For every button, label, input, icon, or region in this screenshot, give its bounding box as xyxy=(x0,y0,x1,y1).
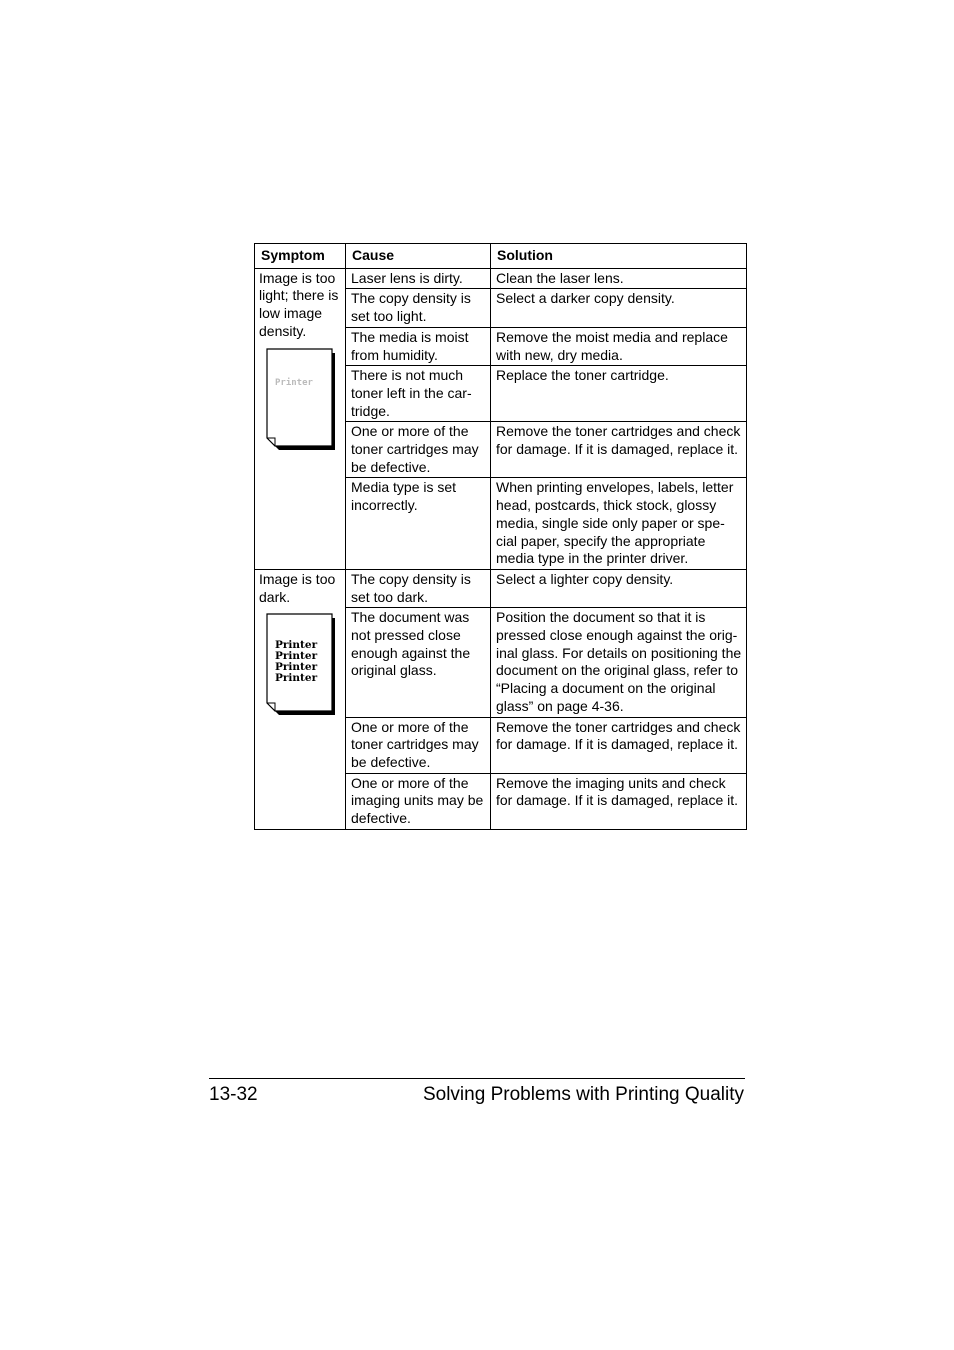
cause-cell: One or more of the toner cartridges may be defective. xyxy=(346,717,491,773)
footer-divider xyxy=(209,1078,745,1079)
table-row xyxy=(255,268,747,289)
dark-printer-text-2: Printer xyxy=(275,650,318,663)
solution-cell: Position the document so that it is pressed close enough against the orig-inal glass. For details on positioning the document on the original glass, refer to “Placing a document on the original glass” on page 4-36. xyxy=(491,608,747,717)
cause-cell: One or more of the imaging units may be defective. xyxy=(346,773,491,829)
cause-cell: The copy density is set too light. xyxy=(346,289,491,327)
table-row xyxy=(255,569,747,607)
troubleshooting-table xyxy=(254,243,747,830)
solution-cell: Select a darker copy density. xyxy=(491,289,747,327)
cause-cell: Media type is set incorrectly. xyxy=(346,478,491,570)
page-number: 13-32 xyxy=(209,1084,258,1105)
table-header-row xyxy=(255,244,747,269)
symptom-cell-light xyxy=(255,268,346,569)
solution-header: Solution xyxy=(491,244,747,269)
cause-cell: The copy density is set too dark. xyxy=(346,569,491,607)
cause-cell: There is not much toner left in the car-tridge. xyxy=(346,366,491,422)
symptom-header: Symptom xyxy=(255,244,346,269)
solution-cell: When printing envelopes, labels, letter head, postcards, thick stock, glossy media, single side only paper or spe-cial paper, specify the appropriate media type in the printer driver. xyxy=(491,478,747,570)
solution-cell: Remove the toner cartridges and check for damage. If it is damaged, replace it. xyxy=(491,717,747,773)
dark-printer-text-3: Printer xyxy=(275,661,318,674)
cause-cell: Laser lens is dirty. xyxy=(346,268,491,289)
dark-print-page-icon xyxy=(262,612,336,716)
symptom-cell-dark xyxy=(255,569,346,829)
solution-cell: Remove the imaging units and check for damage. If it is damaged, replace it. xyxy=(491,773,747,829)
solution-cell: Replace the toner cartridge. xyxy=(491,366,747,422)
faint-printer-text: Printer xyxy=(275,377,313,388)
light-print-page-icon xyxy=(262,347,336,451)
solution-cell: Remove the moist media and replace with new, dry media. xyxy=(491,327,747,365)
symptom-text: Image is too light; there is low image density. xyxy=(259,269,339,339)
cause-cell: The document was not pressed close enough against the original glass. xyxy=(346,608,491,717)
footer-section-title: Solving Problems with Printing Quality xyxy=(422,1084,744,1105)
solution-cell: Select a lighter copy density. xyxy=(491,569,747,607)
cause-cell: The media is moist from humidity. xyxy=(346,327,491,365)
symptom-text: Image is too dark. xyxy=(259,570,336,605)
cause-header: Cause xyxy=(346,244,491,269)
dark-printer-text-4: Printer xyxy=(275,672,318,685)
dark-printer-text-1: Printer xyxy=(275,639,318,652)
solution-cell: Remove the toner cartridges and check for damage. If it is damaged, replace it. xyxy=(491,422,747,478)
cause-cell: One or more of the toner cartridges may be defective. xyxy=(346,422,491,478)
solution-cell: Clean the laser lens. xyxy=(491,268,747,289)
